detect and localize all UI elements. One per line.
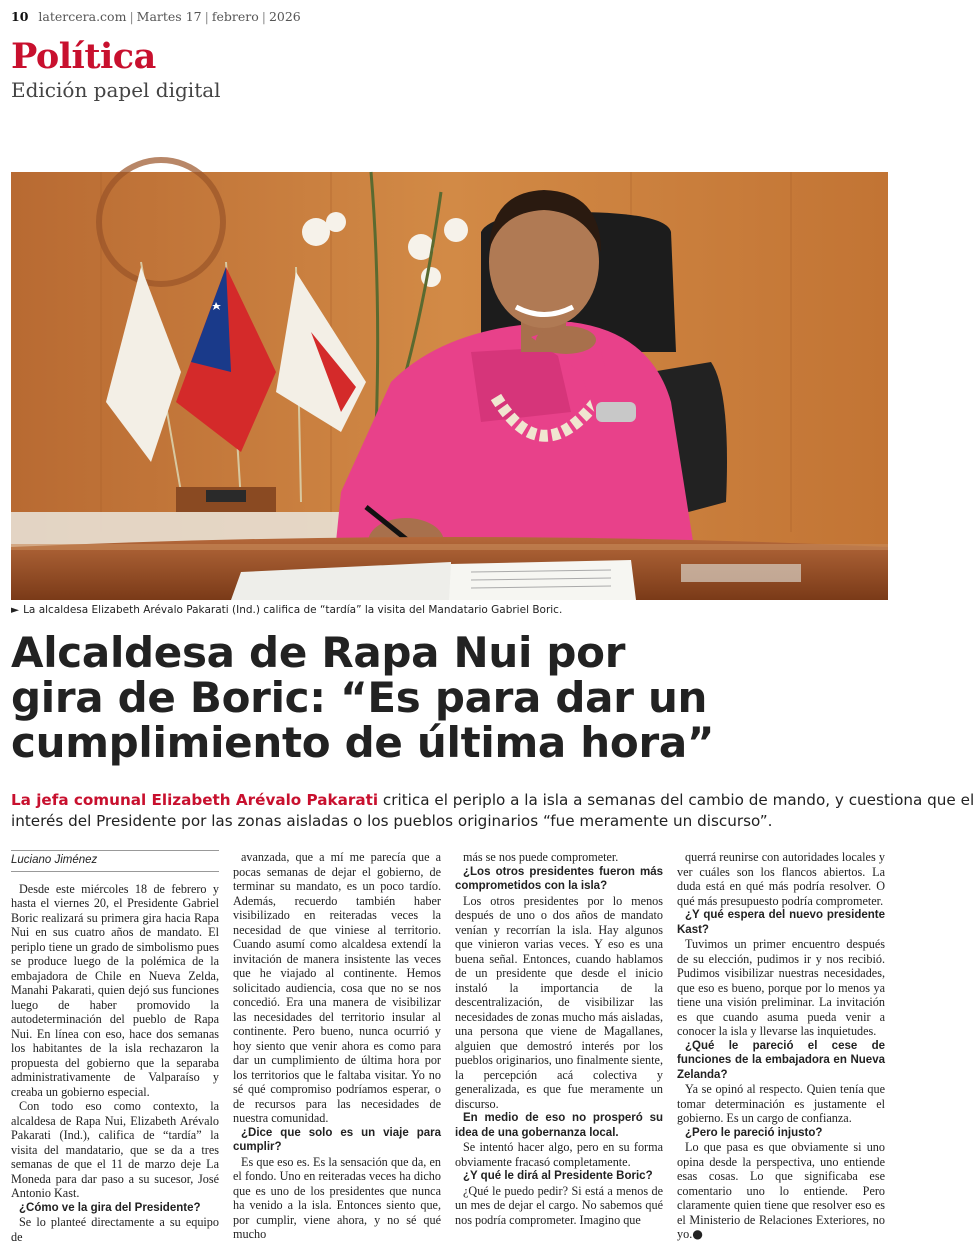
- article-paragraph: avanzada, que a mí me parecía que a pocas semanas de dejar el gobierno, de terminar su mandato, es un poco tardío. Además, recuerdo también haber visibilizado en reiteradas veces la necesidad de que viniese al territorio. Cuando asumí como alcaldesa extendí la invitación de manera insistente las veces que he viajado al continente. Hemos solicitado audiencia, cosa que no se nos concedió. Era una manera de visibilizar las necesidades del territorio insular al continente. Pero bueno, nunca ocurrió y hoy siento que venir ahora es como para dar un cumplimiento de última hora por los territorios que le faltaba visitar. Yo no sé qué compromiso podríamos esperar, o de recursos para las necesidades de nuestra comunidad.: [233, 850, 441, 1125]
- caption-text: La alcaldesa Elizabeth Arévalo Pakarati (Ind.) califica de “tardía” la visita del Mandatario Gabriel Boric.: [23, 604, 563, 616]
- interview-question: ¿Y qué le dirá al Presidente Boric?: [463, 1170, 653, 1182]
- article-paragraph: ¿Qué le puedo pedir? Si está a menos de un mes de dejar el cargo. No sabemos qué nos podría comprometer. Imagino que: [455, 1183, 663, 1227]
- article-paragraph: Desde este miércoles 18 de febrero y hasta el viernes 20, el Presidente Gabriel Boric realizará su primera gira hacia Rapa Nui en sus cuatro años de mandato. El periplo tiene un grado de simbolismo pues se produce luego de la polémica de la embajadora de Chile en Nueva Zelda, Manahi Pakarati, quien dejó sus funciones luego de haber promovido la autodeterminación del pueblo de Rapa Nui. En línea con eso, hace dos semanas los habitantes de la isla rechazaron la propuesta del gobierno que la separaba administrativamente de Valparaíso y creaba un gobierno especial.: [11, 881, 219, 1099]
- interview-question: ¿Cómo ve la gira del Presidente?: [19, 1201, 201, 1214]
- date-day: Martes 17: [136, 9, 202, 24]
- headline: [11, 630, 891, 765]
- article-paragraph: Lo que pasa es que obviamente si uno opina desde la perspectiva, uno entiende esas cosas. Lo que significaba ese comentario uno lo entiende. Pero claramente quien tiene que resolver eso es el Ministerio de Relaciones Exteriores, no yo.●: [677, 1140, 885, 1241]
- byline: Luciano Jiménez: [11, 850, 219, 872]
- caption-triangle-icon: ►: [11, 604, 20, 616]
- main-photo: [11, 172, 888, 600]
- article-paragraph: Es que eso es. Es la sensación que da, en el fondo. Uno en reiteradas veces ha dicho que es uno de los presidentes que nunca ha venido a la isla. Entonces siento que, por cumplir, viene ahora, y no sé qué mucho: [233, 1154, 441, 1241]
- photo-illustration: [11, 172, 888, 600]
- section-title: Política: [11, 36, 156, 77]
- interview-question: ¿Los otros presidentes fueron más comprometidos con la isla?: [455, 865, 663, 892]
- site-name: latercera.com: [38, 9, 127, 24]
- lede-rest-1: critica el periplo a la isla a semanas del cambio de mando, y cuestiona que el: [378, 791, 974, 809]
- article-paragraph: más se nos puede comprometer.: [463, 850, 619, 864]
- lede-line-1: [11, 790, 974, 811]
- interview-question: ¿Pero le pareció injusto?: [685, 1126, 823, 1139]
- article-column-4: [677, 850, 885, 1241]
- date-year: 2026: [268, 9, 301, 24]
- headline-line-2: gira de Boric: “Es para dar un: [11, 673, 708, 722]
- interview-question: ¿Dice que solo es un viaje para cumplir?: [233, 1126, 441, 1153]
- edition-label: Edición papel digital: [11, 78, 221, 102]
- article-paragraph: Los otros presidentes por lo menos después de uno o dos años de mandato venían y recorrían la isla. Hay algunos que vinieron varias veces. Y eso es una buena señal. Entonces, cuando hablamos de un presidente que desde el inicio instaló la importancia de la descentralización, de visibilizar las necesidades de zonas mucho más aisladas, una persona que viene de Magallanes, alguien que demostró interés por los pueblos originarios, uno finalmente siente, la percepción acá colectiva y generalizada, es que fue meramente un discurso.: [455, 893, 663, 1111]
- headline-line-1: Alcaldesa de Rapa Nui por: [11, 628, 626, 677]
- interview-question: ¿Qué le pareció el cese de funciones de la embajadora en Nueva Zelanda?: [677, 1039, 885, 1081]
- article-column-3: [455, 850, 663, 1227]
- end-mark-icon: ●: [692, 1227, 703, 1241]
- lede: [11, 790, 974, 832]
- page-number: 10: [11, 9, 29, 24]
- article-paragraph: Se intentó hacer algo, pero en su forma obviamente fracasó completamente.: [455, 1140, 663, 1169]
- article-column-2: [233, 850, 441, 1241]
- date-month: febrero: [211, 9, 259, 24]
- interview-question: ¿Y qué espera del nuevo presidente Kast?: [677, 909, 885, 936]
- interview-question: En medio de eso no prosperó su idea de una gobernanza local.: [455, 1112, 663, 1139]
- folio-line: 10 latercera.com | Martes 17 | febrero | 2026: [11, 9, 301, 24]
- article-paragraph: Con todo eso como contexto, la alcaldesa de Rapa Nui, Elizabeth Arévalo Pakarati (Ind.), califica de “tardía” la visita del mandatario, que se da a tres semanas de que el 11 de marzo deje La Moneda para dar paso a su sucesor, José Antonio Kast.: [11, 1099, 219, 1200]
- article-paragraph: Tuvimos un primer encuentro después de su elección, pudimos ir y nos recibió. Pudimos visibilizar nuestras necesidades, que eso es bueno, porque por lo menos ya tiene una visión preliminar. La invitación es que cuando asuma pueda venir a conocer la isla y llevarse las inquietudes.: [677, 937, 885, 1038]
- article-paragraph: querrá reunirse con autoridades locales y ver cuáles son los flancos abiertos. La duda está en qué más podría resolver. O qué más presupuesto podría comprometer.: [677, 850, 885, 908]
- photo-caption: [11, 604, 562, 616]
- lede-line-2: interés del Presidente por las zonas aisladas o los pueblos originarios “fue meramente un discurso”.: [11, 812, 773, 830]
- article-column-1: [11, 850, 219, 1244]
- article-paragraph: Se lo planteé directamente a su equipo de: [11, 1215, 219, 1244]
- article-paragraph: Ya se opinó al respecto. Quien tenía que tomar determinación es justamente el gobierno. Es un cargo de confianza.: [677, 1082, 885, 1125]
- lede-highlight: La jefa comunal Elizabeth Arévalo Pakarati: [11, 791, 379, 809]
- headline-line-3: cumplimiento de última hora”: [11, 718, 715, 767]
